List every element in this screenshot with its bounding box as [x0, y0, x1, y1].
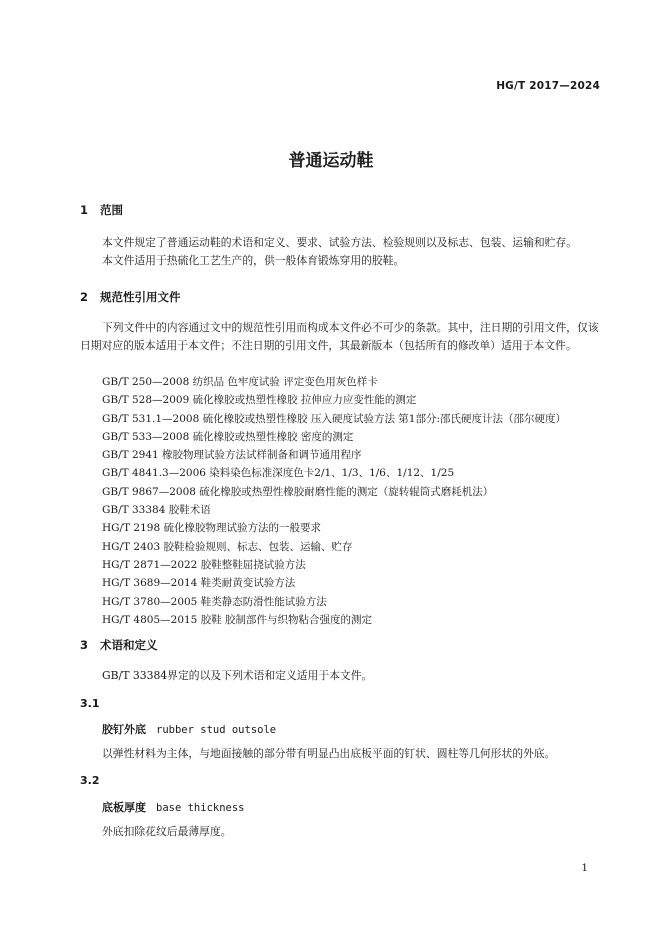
references-intro	[80, 319, 602, 355]
term-3-2-definition: 外底扣除花纹后最薄厚度。	[102, 825, 232, 838]
page-number: 1	[581, 862, 588, 874]
section-2-title: 规范性引用文件	[100, 290, 181, 304]
standard-code: HG/T 2017—2024	[496, 80, 600, 92]
term-3-2-heading	[102, 799, 245, 815]
reference-item: GB/T 33384 胶鞋术语	[102, 504, 211, 517]
terms-intro: GB/T 33384界定的以及下列术语和定义适用于本文件。	[102, 669, 373, 682]
reference-item: HG/T 3689—2014 鞋类耐黄变试验方法	[102, 577, 296, 590]
reference-item: HG/T 4805—2015 胶鞋 胶制部件与织物粘合强度的测定	[102, 613, 373, 626]
section-3-title: 术语和定义	[100, 638, 158, 652]
section-2-heading	[80, 289, 181, 305]
term-3-1-chinese: 胶钉外底	[102, 723, 146, 736]
scope-paragraph-2: 本文件适用于热硫化工艺生产的，供一般体育锻炼穿用的胶鞋。	[102, 254, 405, 267]
scope-paragraph-1: 本文件规定了普通运动鞋的术语和定义、要求、试验方法、检验规则以及标志、包装、运输和贮存。	[102, 236, 578, 249]
term-3-2-number: 3.2	[80, 774, 100, 787]
reference-item: HG/T 3780—2005 鞋类静态防滑性能试验方法	[102, 595, 327, 608]
reference-item: HG/T 2403 胶鞋检验规则、标志、包装、运输、贮存	[102, 540, 353, 553]
reference-item: GB/T 531.1—2008 硫化橡胶或热塑性橡胶 压入硬度试验方法 第1部分:邵氏硬度计法（邵尔硬度）	[102, 412, 566, 425]
term-3-1-heading	[102, 721, 276, 737]
term-3-1-english: rubber stud outsole	[156, 724, 277, 736]
section-2-number: 2	[80, 290, 89, 304]
section-1-heading	[80, 202, 123, 218]
reference-item: GB/T 4841.3—2006 染料染色标准深度色卡2/1、1/3、1/6、1/12、1/25	[102, 467, 455, 480]
reference-item: GB/T 533—2008 硫化橡胶或热塑性橡胶 密度的测定	[102, 430, 354, 443]
section-3-heading	[80, 637, 158, 653]
term-3-1-definition: 以弹性材料为主体，与地面接触的部分带有明显凸出底板平面的钉状、圆柱等几何形状的外底。	[102, 747, 556, 760]
reference-item: GB/T 9867—2008 硫化橡胶或热塑性橡胶耐磨性能的测定（旋转辊筒式磨耗机法）	[102, 485, 494, 498]
section-3-number: 3	[80, 638, 89, 652]
reference-item: HG/T 2198 硫化橡胶物理试验方法的一般要求	[102, 522, 321, 535]
reference-item: HG/T 2871—2022 胶鞋整鞋屈挠试验方法	[102, 558, 306, 571]
references-intro-text: 下列文件中的内容通过文中的规范性引用而构成本文件必不可少的条款。其中，注日期的引用文件，仅该日期对应的版本适用于本文件；不注日期的引用文件，其最新版本（包括所有的修改单）适用于本文件。	[80, 321, 599, 352]
reference-item: GB/T 2941 橡胶物理试验方法试样制备和调节通用程序	[102, 449, 362, 462]
term-3-1-number: 3.1	[80, 697, 100, 710]
section-1-title: 范围	[100, 203, 123, 217]
document-title: 普通运动鞋	[288, 151, 374, 171]
term-3-2-english: base thickness	[156, 802, 245, 814]
reference-item: GB/T 250—2008 纺织品 色牢度试验 评定变色用灰色样卡	[102, 376, 378, 388]
reference-item: GB/T 528—2009 硫化橡胶或热塑性橡胶 拉伸应力应变性能的测定	[102, 394, 417, 407]
section-1-number: 1	[80, 203, 89, 217]
normative-references-list	[102, 373, 566, 629]
term-3-2-chinese: 底板厚度	[102, 801, 146, 814]
